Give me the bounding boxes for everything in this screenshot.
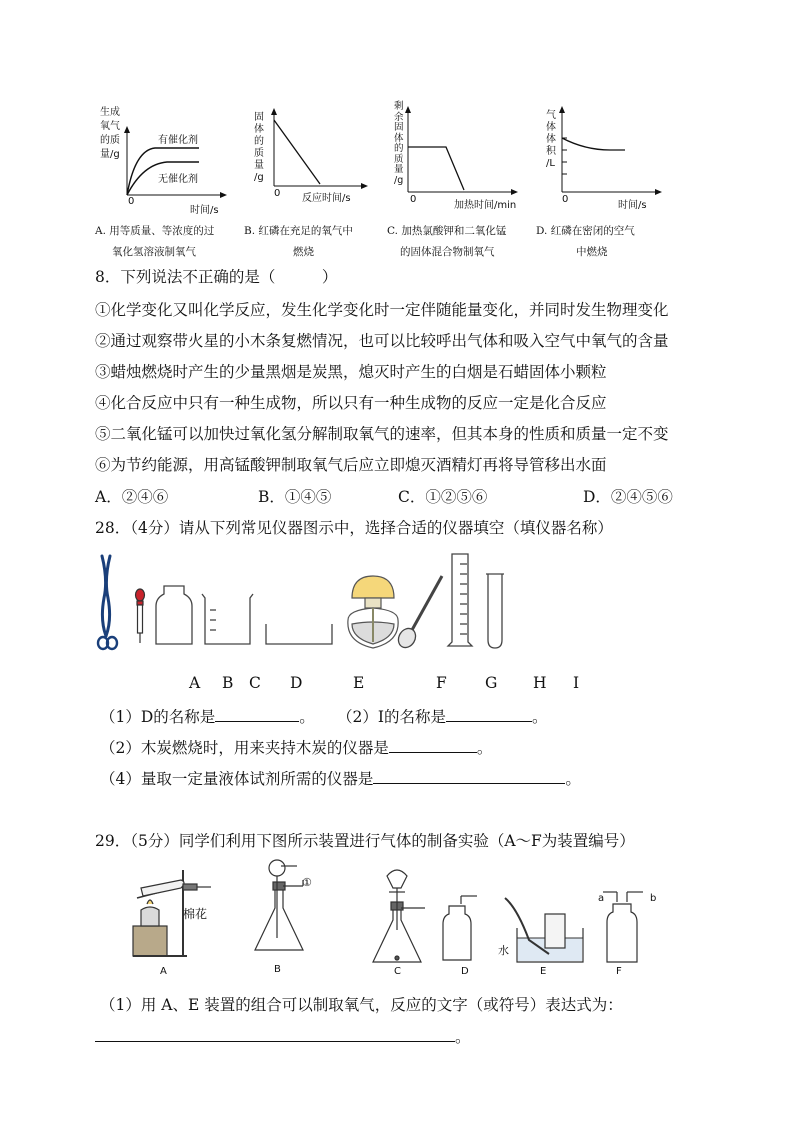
caption-b-line2: 燃烧	[293, 246, 314, 258]
q8-statement-2: ②通过观察带火星的小木条复燃情况，也可以比较呼出气体和吸入空气中氧气的含量	[95, 332, 669, 350]
apparatus-a-label: a	[598, 893, 605, 904]
apparatus-water-label: 水	[498, 944, 509, 957]
q8-statement-3: ③蜡烛燃烧时产生的少量黑烟是炭黑，熄灭时产生的白烟是石蜡固体小颗粒	[95, 363, 607, 381]
graph-a-origin: 0	[128, 196, 135, 207]
graph-d-xlabel: 时间/s	[618, 200, 647, 211]
graduated-cylinder-icon	[448, 554, 472, 646]
q29-sub1-answer-line: 。	[95, 1025, 471, 1047]
q29-stem: 29．（5分）同学们利用下图所示装置进行气体的制备实验（A～F为装置编号）	[95, 832, 635, 850]
caption-b-line1: B. 红磷在充足的氧气中	[244, 225, 353, 237]
instrument-label-e: E	[353, 674, 365, 692]
apparatus-label-e: E	[540, 966, 547, 977]
q8-option-d: D．②④⑤⑥	[583, 488, 673, 506]
apparatus-label-c: C	[394, 966, 401, 977]
q8-option-c: C．①②⑤⑥	[398, 488, 488, 506]
conical-flask-funnel-icon	[255, 860, 303, 950]
caption-d-line2: 中燃烧	[576, 246, 608, 258]
graph-panel-c	[392, 102, 522, 222]
q28-stem: 28．（4分）请从下列常见仪器图示中，选择合适的仪器填空（填仪器名称）	[95, 519, 613, 537]
graph-c-line	[408, 147, 464, 190]
graph-d-plot	[540, 102, 670, 222]
water-trough-icon	[505, 898, 583, 962]
apparatus-label-f: F	[616, 966, 622, 977]
graph-d-origin: 0	[562, 194, 569, 205]
alcohol-lamp-icon	[348, 576, 398, 648]
q28-answer-1-blank[interactable]	[215, 707, 299, 722]
caption-a-line2: 氧化氢溶液制氧气	[112, 246, 196, 258]
graph-a-xlabel: 时间/s	[190, 205, 219, 216]
graph-c-ylabel: 剩 余 固 体 的 质 量 /g	[394, 101, 404, 186]
apparatus-circle1-label: ①	[302, 876, 312, 889]
instrument-label-h: H	[533, 674, 547, 692]
graph-b-line	[274, 120, 320, 184]
apparatus-label-b: B	[274, 964, 281, 975]
q8-statement-4: ④化合反应中只有一种生成物，所以只有一种生成物的反应一定是化合反应	[95, 394, 607, 412]
trough-icon	[266, 624, 332, 644]
beaker-icon	[202, 594, 253, 644]
apparatus-label-d: D	[461, 966, 469, 977]
q28-sub2: （2）I的名称是 。	[337, 708, 548, 726]
instrument-label-d: D	[290, 674, 303, 692]
q29-sub1: （1）用 A、E 装置的组合可以制取氧气，反应的文字（或符号）表达式为：	[100, 996, 623, 1014]
q29-answer-blank[interactable]	[95, 1027, 455, 1042]
apparatus-label-a: A	[160, 966, 167, 977]
q28-sub1: （1）D的名称是 。	[100, 708, 315, 726]
q28-answer-3-blank[interactable]	[389, 738, 477, 753]
graph-b-xlabel: 反应时间/s	[302, 193, 351, 204]
q8-option-a: A．②④⑥	[95, 488, 169, 506]
gas-collecting-bottle-icon	[443, 896, 477, 960]
caption-c-line1: C. 加热氯酸钾和二氧化锰	[387, 225, 507, 237]
medicine-spoon-icon	[395, 576, 442, 651]
instrument-label-i: I	[573, 674, 580, 692]
graph-c-origin: 0	[410, 194, 417, 205]
graph-b-ylabel: 固 体 的 质 量 /g	[254, 112, 264, 183]
instrument-label-b: B	[222, 674, 234, 692]
q8-statement-6: ⑥为节约能源，用高锰酸钾制取氧气后应立即熄灭酒精灯再将导管移出水面	[95, 456, 607, 474]
apparatus-cotton-label: 棉花	[183, 907, 208, 921]
q8-statement-5: ⑤二氧化锰可以加快过氧化氢分解制取氧气的速率，但其本身的性质和质量一定不变	[95, 425, 669, 443]
caption-d-line1: D. 红磷在密闭的空气	[536, 225, 635, 237]
apparatus-b-label: b	[650, 893, 657, 904]
q28-sub3: （2）木炭燃烧时，用来夹持木炭的仪器是 。	[100, 739, 493, 757]
q28-answer-2-blank[interactable]	[446, 707, 532, 722]
dropper-icon	[136, 589, 145, 643]
graph-a-curve-label-1: 有催化剂	[158, 135, 198, 146]
q8-option-b: B．①④⑤	[258, 488, 332, 506]
graph-panel-a	[95, 100, 235, 220]
graph-panel-d	[540, 102, 670, 222]
instrument-illustrations	[90, 550, 510, 660]
instrument-label-c: C	[249, 674, 261, 692]
instrument-label-g: G	[485, 674, 498, 692]
conical-flask-separatory-funnel-icon	[373, 870, 425, 962]
test-tube-icon	[486, 574, 504, 648]
q8-statement-1: ①化学变化又叫化学反应，发生化学变化时一定伴随能量变化，并同时发生物理变化	[95, 301, 669, 319]
graph-d-ylabel: 气 体 体 积 /L	[546, 110, 556, 169]
q8-stem: 8．下列说法不正确的是（ ）	[95, 268, 338, 286]
caption-c-line2: 的固体混合物制氧气	[400, 246, 495, 258]
instrument-label-a: A	[189, 674, 201, 692]
graph-b-origin: 0	[274, 188, 281, 199]
reagent-bottle-icon	[156, 586, 192, 644]
crucible-tongs-icon	[98, 556, 117, 649]
graph-d-curve	[562, 138, 625, 150]
instrument-label-f: F	[436, 674, 447, 692]
graph-a-curve-label-2: 无催化剂	[158, 174, 198, 185]
q28-sub4: （4）量取一定量液体试剂所需的仪器是 。	[100, 770, 581, 788]
gas-washing-bottle-icon	[603, 892, 643, 962]
caption-a-line1: A. 用等质量、等浓度的过	[95, 225, 215, 237]
graph-a-ylabel: 生成 氧气 的质 量/g	[100, 107, 120, 160]
q28-answer-4-blank[interactable]	[373, 769, 565, 784]
graph-c-xlabel: 加热时间/min	[454, 200, 517, 211]
graph-panel-b	[252, 100, 372, 220]
